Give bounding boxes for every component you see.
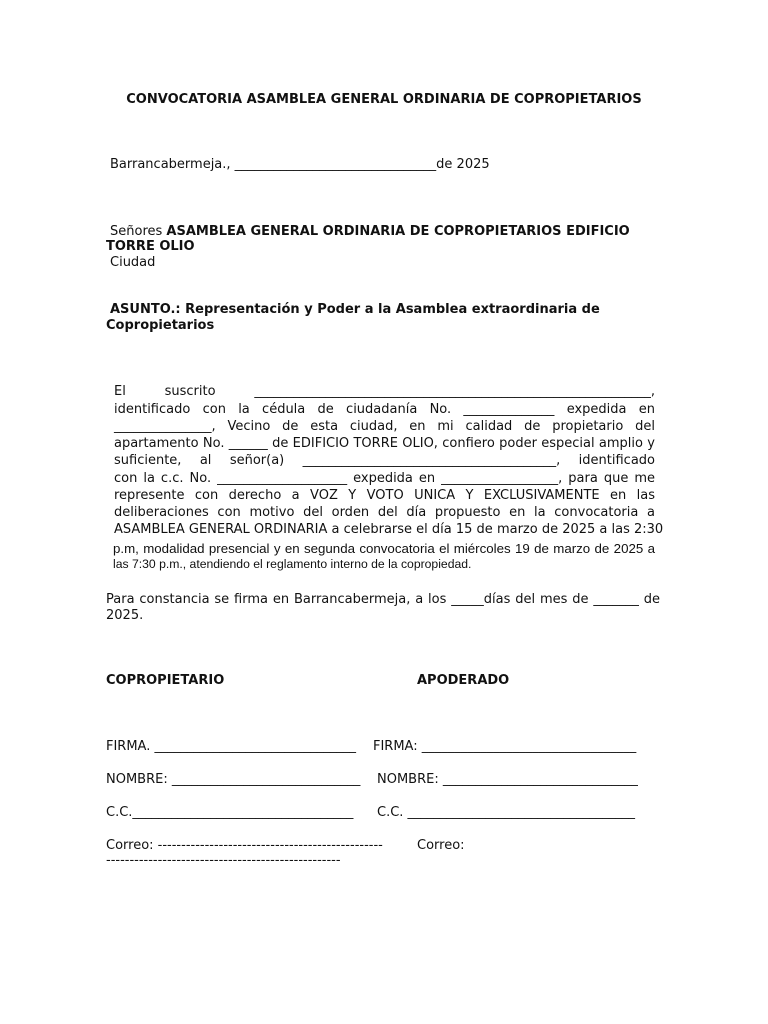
left-correo-field: Correo: ------------------------------------------------ bbox=[106, 838, 383, 853]
body-line-3: _______________, Vecino de esta ciudad, en mi calidad de propietario del bbox=[114, 419, 655, 434]
left-nombre-field: NOMBRE: _____________________________ bbox=[106, 772, 361, 787]
body-line-5: suficiente, al señor(a) _______________________________________, identificado bbox=[114, 453, 655, 468]
date-line: Barrancabermeja., _______________________________de 2025 bbox=[110, 157, 490, 172]
recipient-prefix: Señores bbox=[110, 224, 167, 239]
right-firma-field: FIRMA: _________________________________ bbox=[373, 739, 637, 754]
recipient-name-line2: TORRE OLIO bbox=[106, 239, 195, 254]
body-line-10: p.m, modalidad presencial y en segunda convocatoria el miércoles 19 de marzo de 2025 a bbox=[113, 541, 655, 556]
body-line-1: El suscrito _____________________________________________________________, bbox=[114, 384, 655, 399]
right-cc-field: C.C. ___________________________________ bbox=[377, 805, 636, 820]
body-line-2: identificado con la cédula de ciudadanía No. ______________ expedida en bbox=[114, 402, 655, 417]
body-line-7: represente con derecho a VOZ Y VOTO UNICA Y EXCLUSIVAMENTE en las bbox=[114, 488, 655, 503]
closing-line1: Para constancia se firma en Barrancabermeja, a los _____días del mes de _______ de bbox=[106, 592, 660, 607]
right-nombre-field: NOMBRE: ______________________________ bbox=[377, 772, 638, 787]
apoderado-heading: APODERADO bbox=[417, 673, 510, 688]
recipient-block bbox=[110, 223, 630, 240]
body-line-6: con la c.c. No. ____________________ expedida en __________________, para que me bbox=[114, 471, 655, 486]
document-title: CONVOCATORIA ASAMBLEA GENERAL ORDINARIA DE COPROPIETARIOS bbox=[126, 92, 642, 107]
subject-line2: Copropietarios bbox=[106, 318, 215, 333]
body-line-9: ASAMBLEA GENERAL ORDINARIA a celebrarse el día 15 de marzo de 2025 a las 2:30 bbox=[114, 522, 664, 537]
closing-line2: 2025. bbox=[106, 608, 144, 623]
copropietario-heading: COPROPIETARIO bbox=[106, 673, 225, 688]
body-line-11: las 7:30 p.m., atendiendo el reglamento interno de la copropiedad. bbox=[113, 557, 472, 571]
left-cc-field: C.C.__________________________________ bbox=[106, 805, 354, 820]
recipient-city: Ciudad bbox=[110, 255, 156, 270]
left-firma-field: FIRMA. _______________________________ bbox=[106, 739, 356, 754]
body-line-8: deliberaciones con motivo del orden del día propuesto en la convocatoria a bbox=[114, 505, 655, 520]
subject-line1: ASUNTO.: Representación y Poder a la Asamblea extraordinaria de bbox=[110, 302, 600, 317]
recipient-name-line1: ASAMBLEA GENERAL ORDINARIA DE COPROPIETARIOS EDIFICIO bbox=[166, 224, 630, 239]
correo-continuation: -------------------------------------------------- bbox=[106, 853, 341, 868]
body-line-4: apartamento No. ______ de EDIFICIO TORRE OLIO, confiero poder especial amplio y bbox=[114, 436, 655, 451]
right-correo-field: Correo: bbox=[417, 838, 465, 853]
